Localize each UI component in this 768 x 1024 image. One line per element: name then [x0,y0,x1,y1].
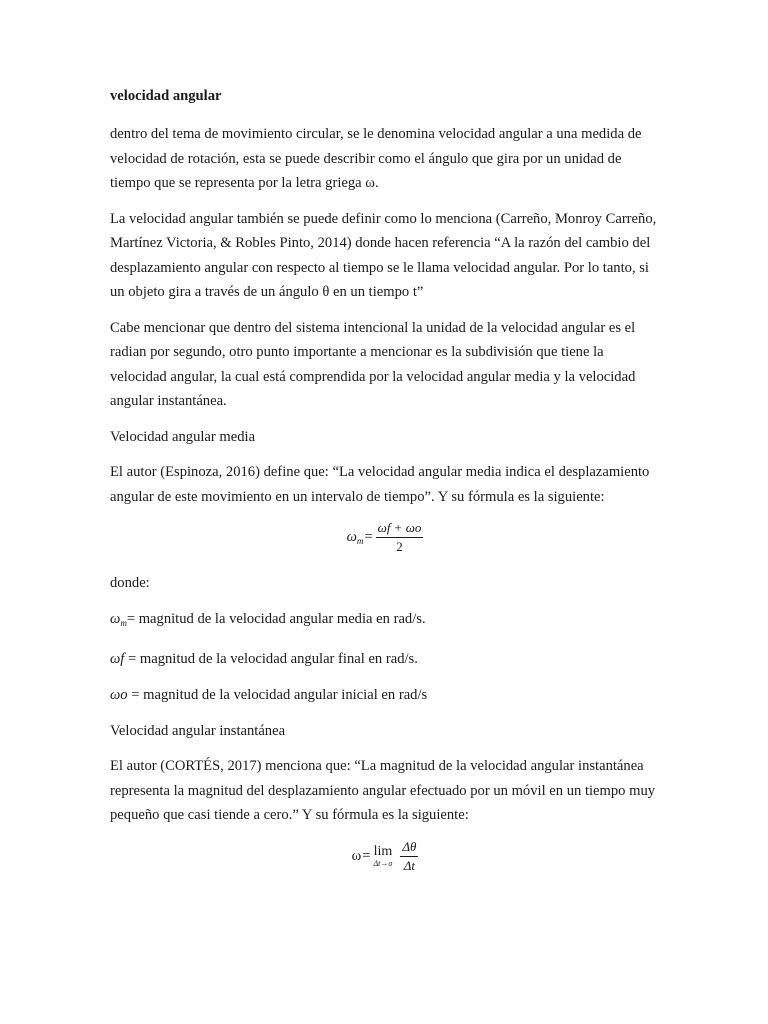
formula2-lim-subscript: Δt→o [373,858,393,868]
formula2-numerator: Δθ [400,839,418,857]
formula-equals: = [364,529,373,545]
paragraph-definition: La velocidad angular también se puede definir como lo menciona (Carreño, Monroy Carreño, Martínez Victoria, & Robles Pinto, 2014) donde hacen referencia “A la razón del cambio del desplazamiento angular con respecto al tiempo se le llama velocidad angular. Por lo tanto, si un objeto gira a través de un ángulo θ en un tiempo t” [110,210,657,300]
formula2-equals: = [362,847,371,864]
formula-denominator: 2 [396,539,403,554]
formula-numerator: ωf + ωo [376,520,424,538]
formula2-lhs: ω [351,847,362,864]
donde-label: donde: [110,575,150,591]
definition-omega-o: ωo = magnitud de la velocidad angular inicial en rad/s [110,686,428,703]
paragraph-media-intro: El autor (Espinoza, 2016) define que: “La velocidad angular media indica el desplazamiento angular de este movimiento en un intervalo de tiempo”. Y su fórmula es la siguiente: [110,464,650,505]
heading-velocidad-media: Velocidad angular media [110,428,256,445]
definition-omega-m: $\omega_m=$ magnitud de la velocidad angular media en rad/s. [110,610,426,628]
document-content [110,84,660,890]
formula2-lim-word: lim [373,843,393,859]
paragraph-intro: dentro del tema de movimiento circular, se le denomina velocidad angular a una medida de velocidad de rotación, esta se puede describir como el ángulo que gira por un unidad de tiempo que se representa por la letra griega ω. [110,126,642,191]
formula-lhs-subscript: m [356,536,364,546]
formula-velocidad-instantanea [110,839,660,874]
formula2-denominator: Δt [403,857,415,873]
formula2-fraction [400,839,418,874]
paragraph-units: Cabe mencionar que dentro del sistema intencional la unidad de la velocidad angular es el radian por segundo, otro punto importante a mencionar es la subdivisión que tiene la velocidad angular, la cual está comprendida por la velocidad angular media y la velocidad angular instantánea. [110,319,636,409]
document-title: velocidad angular [110,88,222,104]
formula-lhs: $\omega_m$ [346,529,364,546]
formula-fraction [376,520,424,555]
heading-velocidad-instantanea: Velocidad angular instantánea [110,722,286,739]
paragraph-instantanea-intro: El autor (CORTÉS, 2017) menciona que: “La magnitud de la velocidad angular instantánea representa la magnitud del desplazamiento angular efectuado por un móvil en un tiempo muy pequeño que casi tiende a cero.” Y su fórmula es la siguiente: [110,758,656,823]
formula2-limit [373,844,392,869]
definition-omega-f: ωf = magnitud de la velocidad angular final en rad/s. [110,650,418,667]
formula-velocidad-media [110,520,660,555]
